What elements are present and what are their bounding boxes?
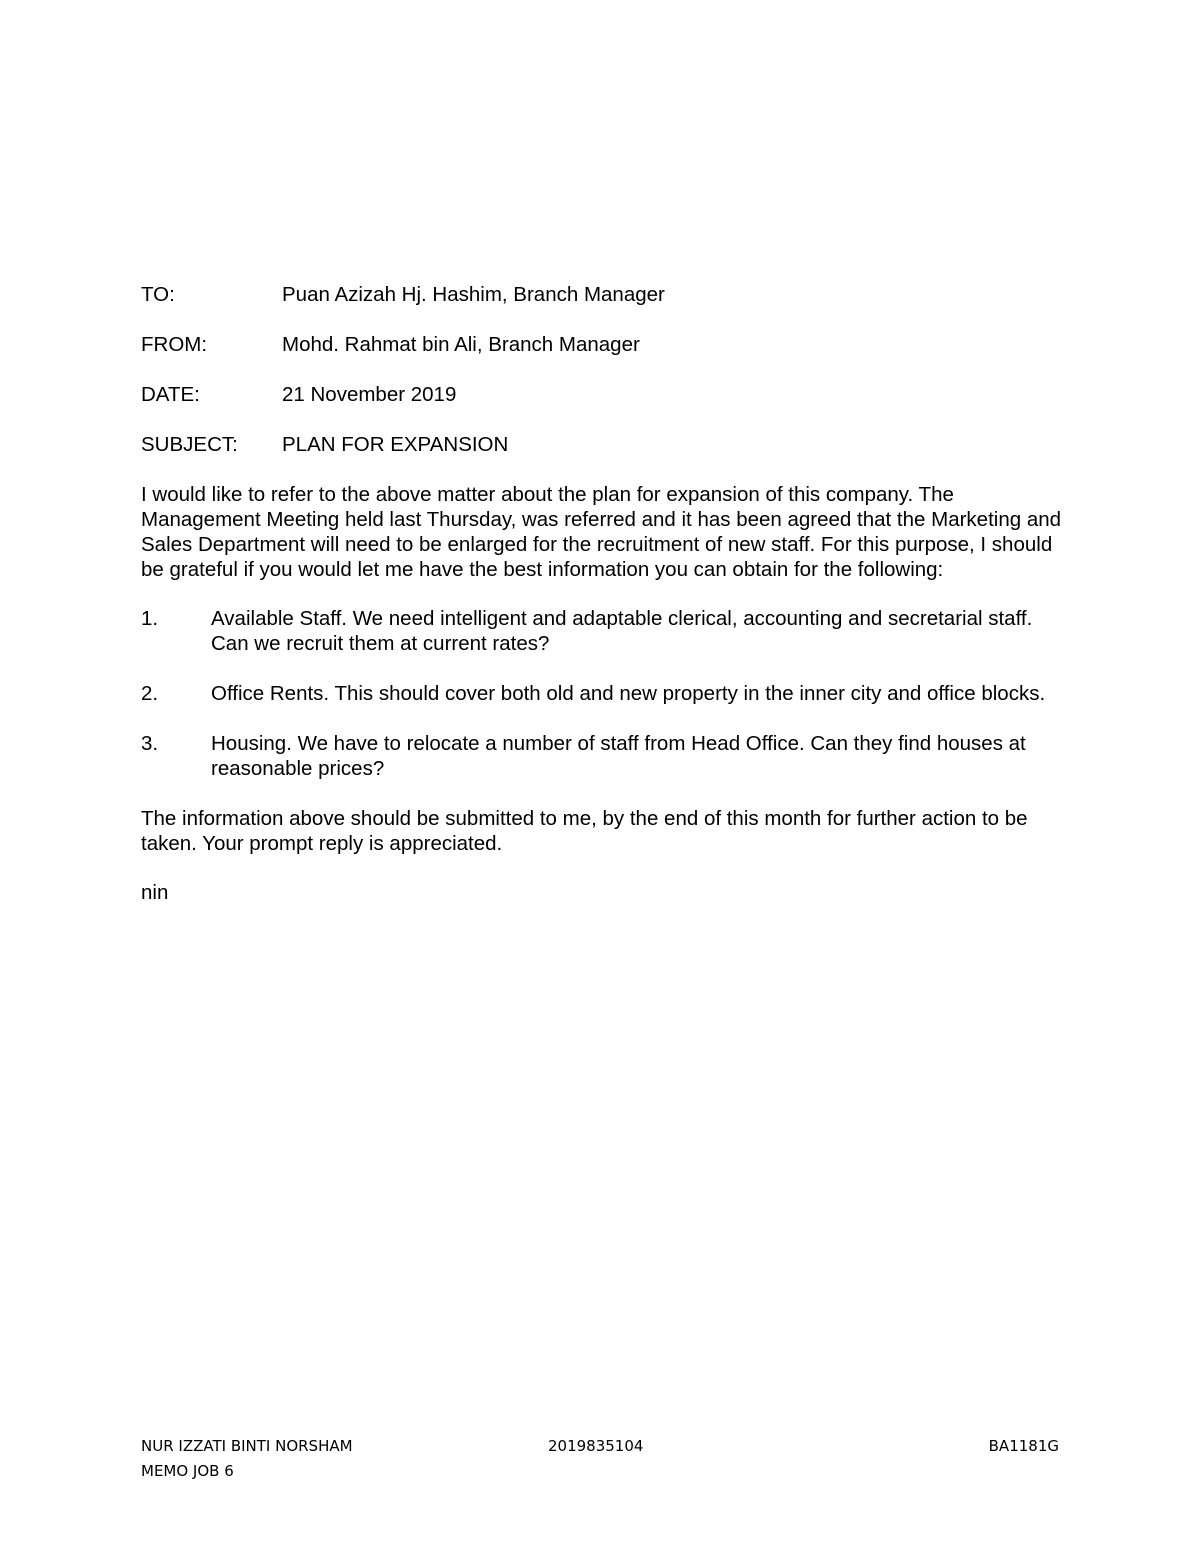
list-item-number: 3. [141, 732, 159, 755]
list-item-text: Available Staff. We need intelligent and adaptable clerical, accounting and secretarial staff. Can we recruit them at current rates? [211, 607, 1033, 655]
date-value: 21 November 2019 [282, 383, 457, 406]
memo-body [141, 282, 1071, 905]
footer-class-code: BA1181G [988, 1437, 1059, 1455]
date-row [141, 382, 1071, 407]
list-item [141, 681, 1071, 706]
footer-row-1 [141, 1434, 1059, 1459]
footer-student-name: NUR IZZATI BINTI NORSHAM [141, 1437, 353, 1455]
reference-initials: nin [141, 881, 169, 904]
page-footer [141, 1434, 1059, 1484]
subject-label: SUBJECT: [141, 433, 238, 456]
list-item [141, 731, 1071, 781]
list-item-number: 1. [141, 607, 159, 630]
footer-doc-label: MEMO JOB 6 [141, 1462, 234, 1480]
closing-paragraph: The information above should be submitted to me, by the end of this month for further action to be taken. Your prompt reply is appreciated. [141, 807, 1028, 855]
to-value: Puan Azizah Hj. Hashim, Branch Manager [282, 283, 665, 306]
intro-paragraph: I would like to refer to the above matter about the plan for expansion of this company. The Management Meeting held last Thursday, was referred and it has been agreed that the Marketing and Sales Department will need to be enlarged for the recruitment of new staff. For this purpose, I should be grateful if you would let me have the best information you can obtain for the following: [141, 483, 1062, 581]
from-row [141, 332, 1071, 357]
list-item [141, 606, 1071, 656]
subject-row [141, 432, 1071, 457]
subject-value: PLAN FOR EXPANSION [282, 433, 509, 456]
to-row [141, 282, 1071, 307]
list-item-text: Office Rents. This should cover both old and new property in the inner city and office blocks. [211, 682, 1046, 705]
list-item-text: Housing. We have to relocate a number of staff from Head Office. Can they find houses at reasonable prices? [211, 732, 1026, 780]
footer-row-2 [141, 1459, 1059, 1484]
list-item-number: 2. [141, 682, 159, 705]
to-label: TO: [141, 283, 175, 306]
from-value: Mohd. Rahmat bin Ali, Branch Manager [282, 333, 640, 356]
from-label: FROM: [141, 333, 208, 356]
date-label: DATE: [141, 383, 200, 406]
footer-student-id: 2019835104 [548, 1437, 644, 1455]
